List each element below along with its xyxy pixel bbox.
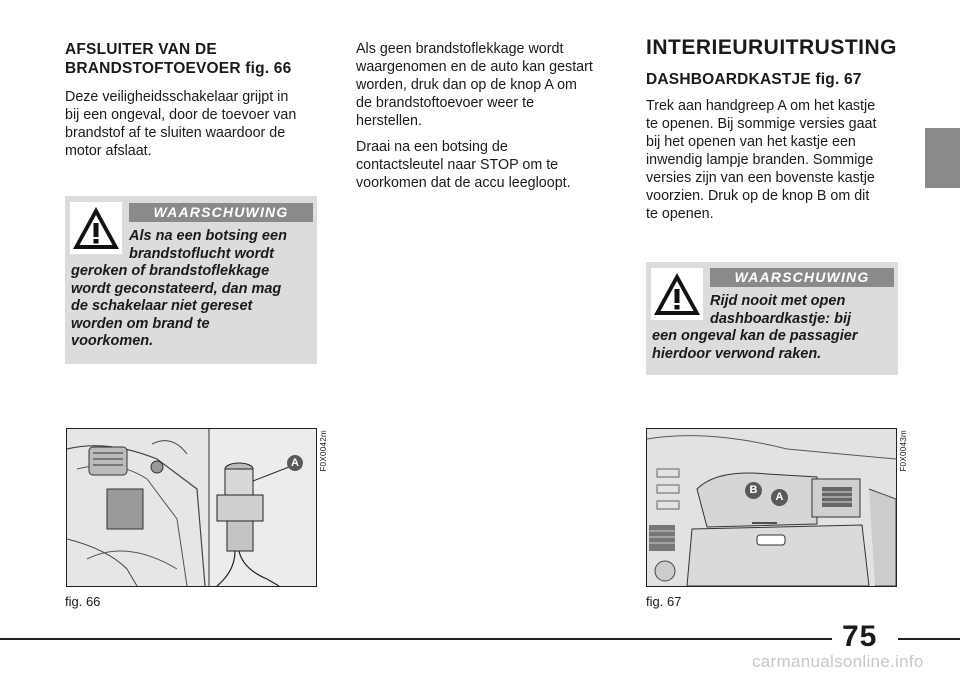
warning-text	[71, 263, 281, 351]
text-line: Als geen brandstoflekkage wordt	[356, 41, 564, 57]
warning-line: een ongeval kan de passagier	[652, 328, 858, 344]
warning-triangle-icon	[70, 202, 122, 254]
warning-line: Als na een botsing een	[129, 228, 287, 244]
footer-rule-right	[898, 638, 960, 640]
text-line: contactsleutel naar STOP om te	[356, 157, 559, 173]
text-line: de brandstoftoevoer weer te	[356, 95, 535, 111]
figure-caption: fig. 66	[65, 594, 101, 609]
figure-code: F0X0043m	[899, 430, 908, 472]
heading-line: AFSLUITER VAN DE	[65, 41, 217, 58]
warning-line: brandstoflucht wordt	[129, 245, 274, 262]
text-line: herstellen.	[356, 113, 422, 129]
text-line: brandstof af te sluiten waardoor de	[65, 125, 286, 141]
section-tab	[925, 128, 960, 188]
page-number: 75	[842, 620, 878, 653]
text-line: voorkomen dat de accu leegloopt.	[356, 175, 571, 191]
warning-label: WAARSCHUWING	[710, 268, 894, 287]
text-line: bij een ongeval, door de toevoer van	[65, 107, 297, 123]
warning-line: voorkomen.	[71, 333, 154, 349]
warning-triangle-icon	[651, 268, 703, 320]
text-line: waargenomen en de auto kan gestart	[356, 59, 593, 75]
warning-line: dashboardkastje: bij	[710, 310, 852, 327]
glovebox-illustration	[647, 429, 896, 586]
figure-code: F0X0042m	[319, 430, 328, 472]
battery-paragraph	[356, 138, 616, 192]
fuel-cutoff-paragraph	[65, 88, 325, 160]
warning-text	[652, 328, 858, 363]
text-line: Draai na een botsing de	[356, 139, 508, 155]
figure-67	[646, 428, 897, 587]
text-line: worden, druk dan op de knop A om	[356, 77, 577, 93]
fuel-cutoff-heading	[65, 40, 291, 78]
warning-text-indented	[129, 228, 287, 263]
text-line: motor afslaat.	[65, 143, 152, 159]
text-line: versies zijn van een bovenste kastje	[646, 170, 875, 186]
glovebox-paragraph	[646, 97, 906, 223]
callout-a: A	[771, 489, 788, 506]
callout-a: A	[287, 455, 303, 471]
watermark: carmanualsonline.info	[752, 652, 924, 671]
warning-line: de schakelaar niet gereset	[71, 298, 253, 314]
warning-line: wordt geconstateerd, dan mag	[71, 280, 282, 297]
warning-box-glovebox	[646, 262, 898, 375]
glovebox-heading: DASHBOARDKASTJE fig. 67	[646, 71, 862, 88]
section-heading: INTERIEURUITRUSTING	[646, 36, 897, 59]
text-line: bij het openen van het kastje een	[646, 134, 856, 150]
figure-caption: fig. 67	[646, 594, 682, 609]
callout-b: B	[745, 482, 762, 499]
warning-label: WAARSCHUWING	[129, 203, 313, 222]
text-line: voorzien. Druk op de knop B om dit	[646, 188, 870, 204]
figure-66	[66, 428, 317, 587]
text-line: Deze veiligheidsschakelaar grijpt in	[65, 89, 289, 105]
text-line: Trek aan handgreep A om het kastje	[646, 98, 876, 114]
footer-rule-left	[0, 638, 832, 640]
warning-line: Rijd nooit met open	[710, 293, 846, 309]
text-line: inwendig lampje branden. Sommige	[646, 152, 874, 168]
text-line: te openen.	[646, 206, 714, 222]
warning-text-indented	[710, 293, 851, 328]
warning-box-fuel	[65, 196, 317, 364]
heading-line: BRANDSTOFTOEVOER fig. 66	[65, 60, 292, 77]
text-line: te openen. Bij sommige versies gaat	[646, 116, 877, 132]
warning-line: geroken of brandstoflekkage	[71, 263, 270, 279]
warning-line: worden om brand te	[71, 315, 210, 332]
warning-line: hierdoor verwond raken.	[652, 345, 822, 362]
reset-paragraph	[356, 40, 616, 130]
fuel-cutoff-illustration	[67, 429, 316, 586]
